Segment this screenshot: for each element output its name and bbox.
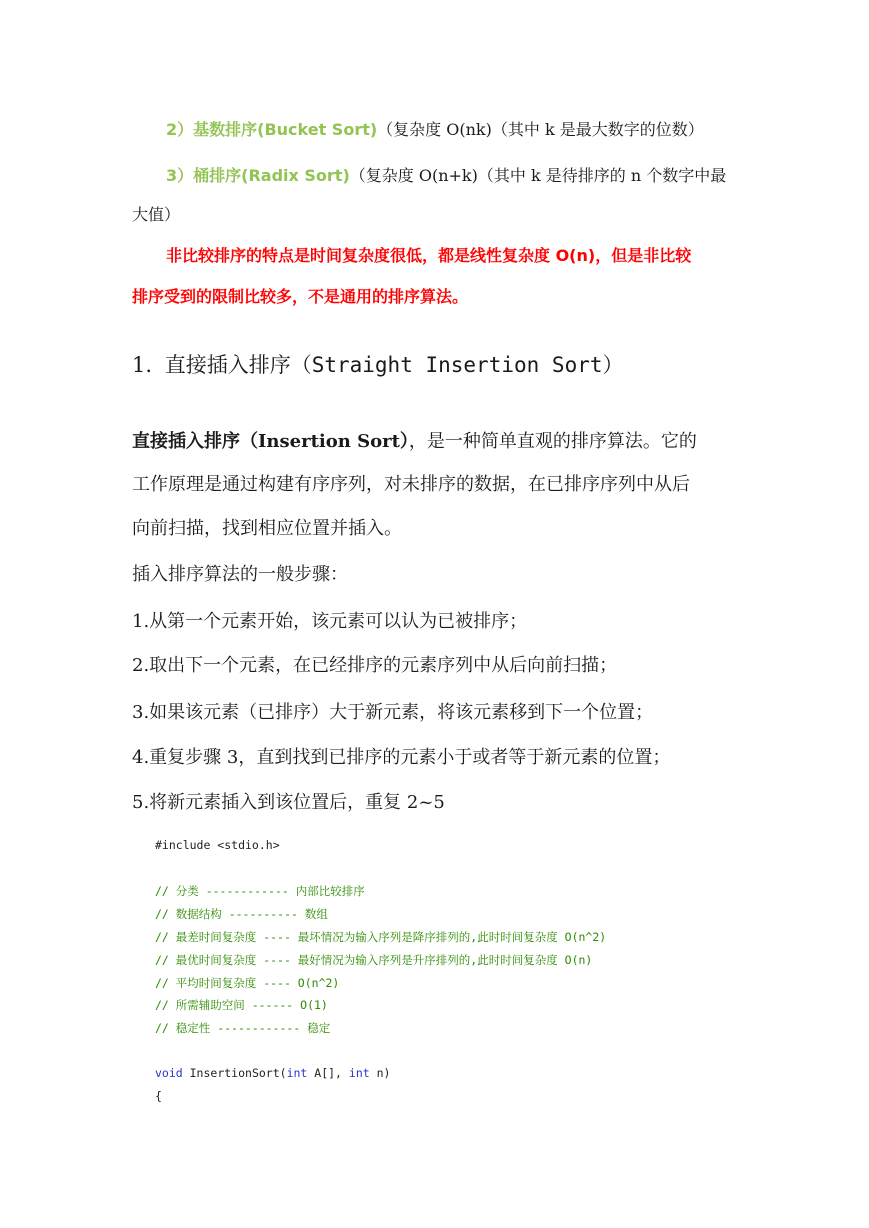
radix-sort-complexity: （复杂度 O(n+k)（其中 k 是待排序的 n 个数字中最 <box>349 166 727 185</box>
code-function-signature <box>155 1066 390 1080</box>
code-comment: // 所需辅助空间 ------ O(1) <box>155 998 328 1012</box>
description-line2: 工作原理是通过构建有序序列，对未排序的数据，在已排序序列中从后 <box>132 474 690 495</box>
code-comment: // 平均时间复杂度 ---- O(n^2) <box>155 976 340 990</box>
steps-title: 插入排序算法的一般步骤： <box>132 564 348 585</box>
code-keyword: int <box>286 1066 308 1080</box>
step-item: 4.重复步骤 3，直到找到已排序的元素小于或者等于新元素的位置； <box>132 747 671 768</box>
code-comment: // 数据结构 ---------- 数组 <box>155 907 328 921</box>
section-heading <box>132 349 624 379</box>
step-item: 3.如果该元素（已排序）大于新元素，将该元素移到下一个位置； <box>132 702 654 723</box>
radix-sort-title: 3）桶排序(Radix Sort) <box>166 166 350 185</box>
code-function-name: InsertionSort( <box>182 1066 287 1080</box>
intro-item-3-continued: 大值） <box>132 205 181 224</box>
description-line1 <box>132 427 697 453</box>
step-item: 1.从第一个元素开始，该元素可以认为已被排序； <box>132 611 528 632</box>
code-open-brace: { <box>155 1089 162 1103</box>
code-comment: // 稳定性 ------------ 稳定 <box>155 1021 331 1035</box>
section-number: 1. <box>132 353 153 377</box>
code-comment: // 最优时间复杂度 ---- 最好情况为输入序列是升序排列的,此时时间复杂度 O(n) <box>155 953 593 967</box>
description-term: 直接插入排序（Insertion Sort） <box>132 431 409 452</box>
intro-item-3 <box>166 163 726 186</box>
description-text: ，是一种简单直观的排序算法。它的 <box>408 431 697 452</box>
non-comparison-note-line2: 排序受到的限制比较多，不是通用的排序算法。 <box>132 287 469 306</box>
code-keyword: int <box>348 1066 370 1080</box>
intro-item-2 <box>166 117 704 140</box>
code-include: #include <stdio.h> <box>155 838 280 852</box>
section-title: 直接插入排序（Straight Insertion Sort） <box>164 353 624 377</box>
step-item: 2.取出下一个元素，在已经排序的元素序列中从后向前扫描； <box>132 655 618 676</box>
code-comment: // 分类 ------------ 内部比较排序 <box>155 884 365 898</box>
code-param: A[], <box>307 1066 349 1080</box>
bucket-sort-title: 2）基数排序(Bucket Sort) <box>166 120 378 139</box>
description-line3: 向前扫描，找到相应位置并插入。 <box>132 518 402 539</box>
code-keyword: void <box>155 1066 183 1080</box>
step-item: 5.将新元素插入到该位置后，重复 2~5 <box>132 792 445 813</box>
code-comment: // 最差时间复杂度 ---- 最坏情况为输入序列是降序排列的,此时时间复杂度 O(n^2) <box>155 930 607 944</box>
bucket-sort-complexity: （复杂度 O(nk)（其中 k 是最大数字的位数） <box>377 120 704 139</box>
code-param: n) <box>369 1066 391 1080</box>
non-comparison-note-line1: 非比较排序的特点是时间复杂度很低，都是线性复杂度 O(n)，但是非比较 <box>166 246 692 265</box>
